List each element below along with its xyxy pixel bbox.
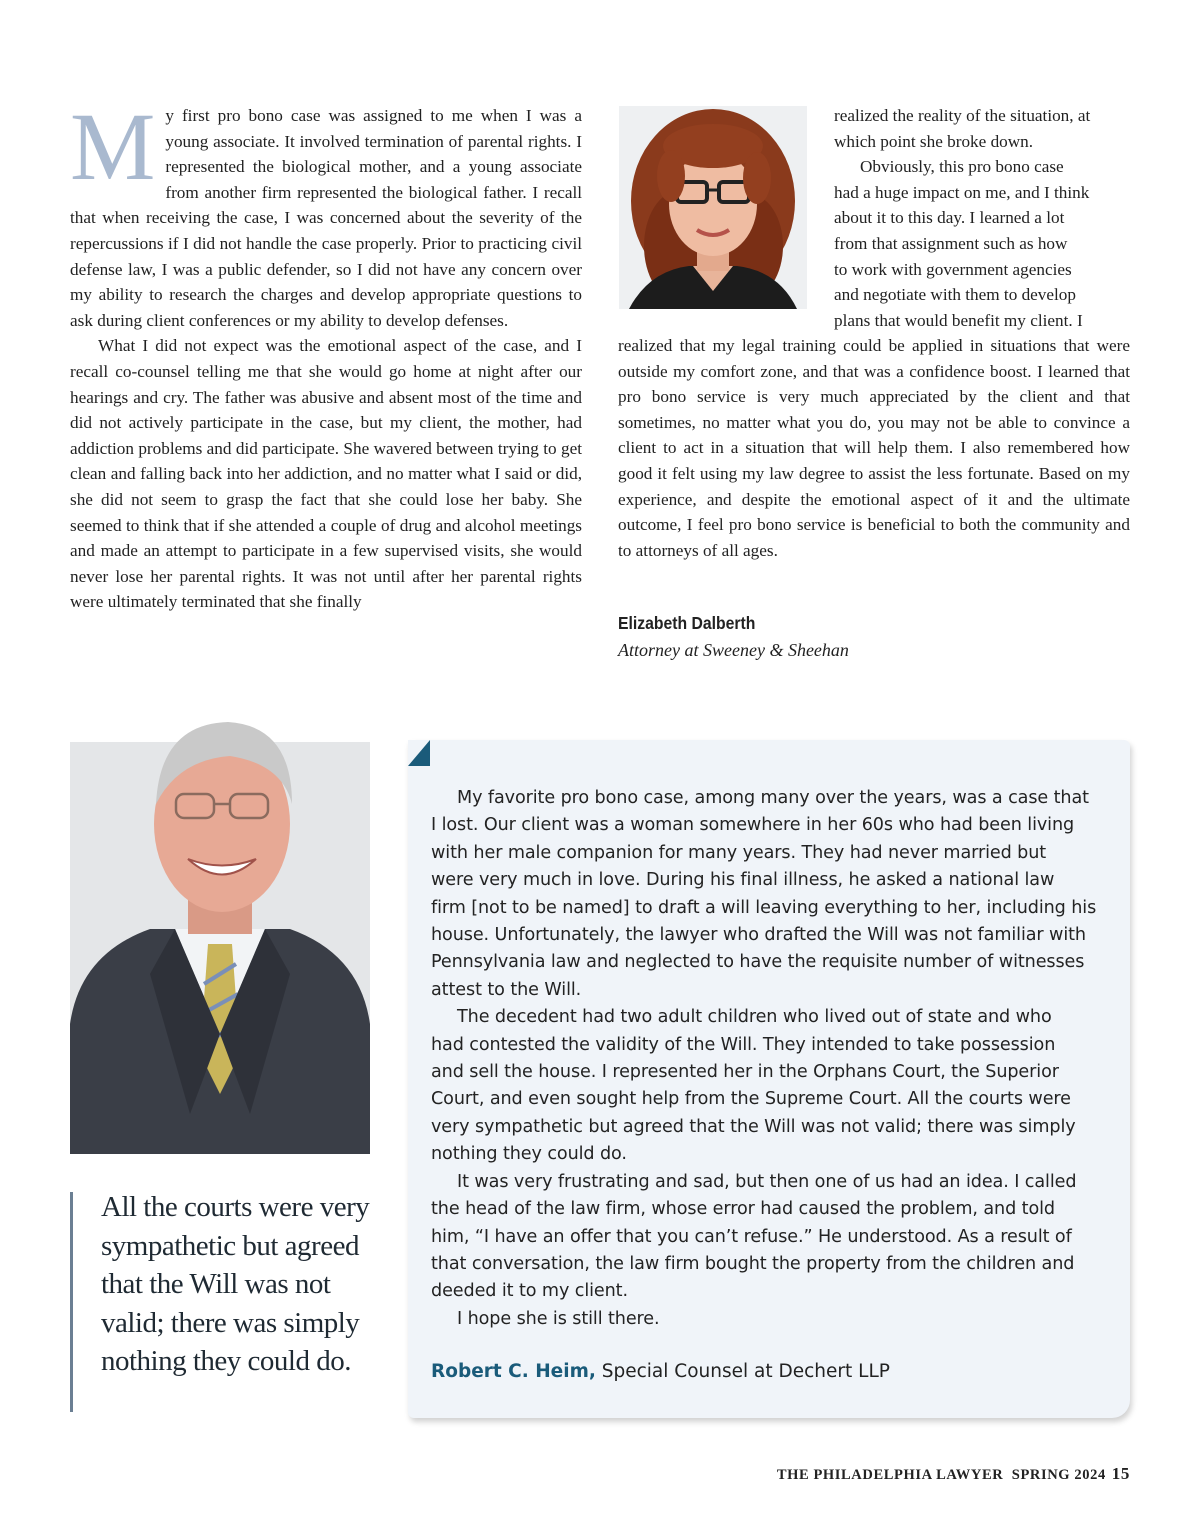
article-paragraph: What I did not expect was the emotional aspect of the case, and I recall co-counsel telling me that she would go home at night after our hearings and cry. The father was abusive and absent most of the time and did not actively participate in the case, but my client, the mother, had addiction problems and did participate. She wavered between trying to get clean and falling back into her addiction, and no matter what I said or did, she did not seem to grasp the fact that she could lose her baby. She seemed to think that if she attended a couple of drug and alcohol meetings and made an attempt to participate in a few supervised visits, she would never lose her parental rights. It was not until after her parental rights were ultimately terminated that she finally [70, 336, 582, 612]
testimonial-line: It was very frustrating and sad, but then one of us had an idea. I called [457, 1171, 1077, 1192]
testimonial-line: deeded it to my client. [431, 1281, 628, 1302]
text-line: which point she broke down. [834, 131, 1034, 151]
drop-cap: M [70, 93, 156, 200]
article-column-right-wide [618, 333, 1130, 563]
text-line: had a huge impact on me, and I think [834, 182, 1090, 202]
testimonial-line: the head of the law firm, whose error had caused the problem, and told [431, 1199, 1055, 1220]
text-line: realized the reality of the situation, at [834, 106, 1091, 125]
issue-label: SPRING 2024 [1011, 1467, 1106, 1483]
pull-quote-bar [70, 1192, 73, 1412]
article-column-right-narrow [834, 103, 1130, 333]
testimonial-line: had contested the validity of the Will. They intended to take possession [431, 1034, 1056, 1055]
text-line: plans that would benefit my client. I [834, 310, 1083, 330]
page-number: 15 [1111, 1464, 1130, 1483]
testimonial-line: attest to the Will. [431, 979, 582, 1000]
author-byline-heim [431, 1361, 890, 1382]
testimonial-line: The decedent had two adult children who lived out of state and who [457, 1007, 1052, 1028]
author-photo-dalberth [619, 106, 807, 309]
author-name-heim: Robert C. Heim, [431, 1361, 596, 1382]
article-paragraph: realized that my legal training could be applied in situations that were outside my comfort zone, and that was a confidence boost. I learned that pro bono service is very much appreciated by the client and that sometimes, no matter what you do, you may not be able to convince a client to act in a situation that will help them. I also remembered how good it felt using my law degree to assist the less fortunate. Based on my experience, and despite the emotional aspect of it and the ultimate outcome, I feel pro bono service is beneficial to both the community and to attorneys of all ages. [618, 336, 1130, 560]
text-line: and negotiate with them to develop [834, 285, 1076, 305]
testimonial-line: I hope she is still there. [457, 1308, 660, 1329]
text-line: from that assignment such as how [834, 233, 1068, 253]
page-footer [777, 1464, 1130, 1484]
testimonial-line: Court, and even sought help from the Supreme Court. All the courts were [431, 1089, 1071, 1110]
testimonial-line: that conversation, the law firm bought the property from the children and [431, 1253, 1075, 1274]
testimonial-line: very sympathetic but agreed that the Will was not valid; there was simply [431, 1116, 1076, 1137]
author-title-dalberth: Attorney at Sweeney & Sheehan [618, 640, 849, 660]
testimonial-line: nothing they could do. [431, 1144, 627, 1165]
publication-name: THE PHILADELPHIA LAWYER [776, 1467, 1004, 1483]
testimonial-line: were very much in love. During his final illness, he asked a national law [431, 870, 1055, 891]
article-paragraph: My first pro bono case was assigned to me when I was a young associate. It involved termination of parental rights. I represented the biological mother, and a young associate from another firm represented the biological father. I recall that when receiving the case, I was concerned about the severity of the repercussions if I did not handle the case properly. Prior to practicing civil defense law, I was a public defender, so I did not have any concern over my ability to research the charges and develop appropriate questions to ask during client conferences or my ability to develop defenses. [70, 93, 582, 330]
testimonial-text [431, 785, 1101, 1333]
testimonial-line: and sell the house. I represented her in the Orphans Court, the Superior [431, 1062, 1059, 1083]
testimonial-line: My favorite pro bono case, among many over the years, was a case that [457, 788, 1089, 808]
text-line: to work with government agencies [834, 259, 1072, 279]
author-title-heim: Special Counsel at Dechert LLP [595, 1361, 890, 1382]
text-line: about it to this day. I learned a lot [834, 208, 1065, 228]
author-name-dalberth: Elizabeth Dalberth [618, 613, 756, 633]
text-line: Obviously, this pro bono case [860, 157, 1064, 177]
pull-quote: All the courts were very sympathetic but agreed that the Will was not valid; there was simply nothing they could do. [101, 1191, 370, 1378]
testimonial-line: house. Unfortunately, the lawyer who drafted the Will was not familiar with [431, 925, 1086, 946]
testimonial-line: firm [not to be named] to draft a will leaving everything to her, including his [431, 897, 1097, 918]
article-column-left [70, 93, 582, 615]
testimonial-line: I lost. Our client was a woman somewhere in her 60s who had been living [431, 815, 1075, 836]
corner-triangle-icon [408, 740, 430, 766]
testimonial-line: with her male companion for many years. They had never married but [431, 842, 1047, 863]
author-photo-heim [70, 694, 370, 1154]
testimonial-line: him, “I have an offer that you can’t refuse.” He understood. As a result of [431, 1226, 1072, 1247]
testimonial-line: Pennsylvania law and neglected to have the requisite number of witnesses [431, 952, 1085, 973]
